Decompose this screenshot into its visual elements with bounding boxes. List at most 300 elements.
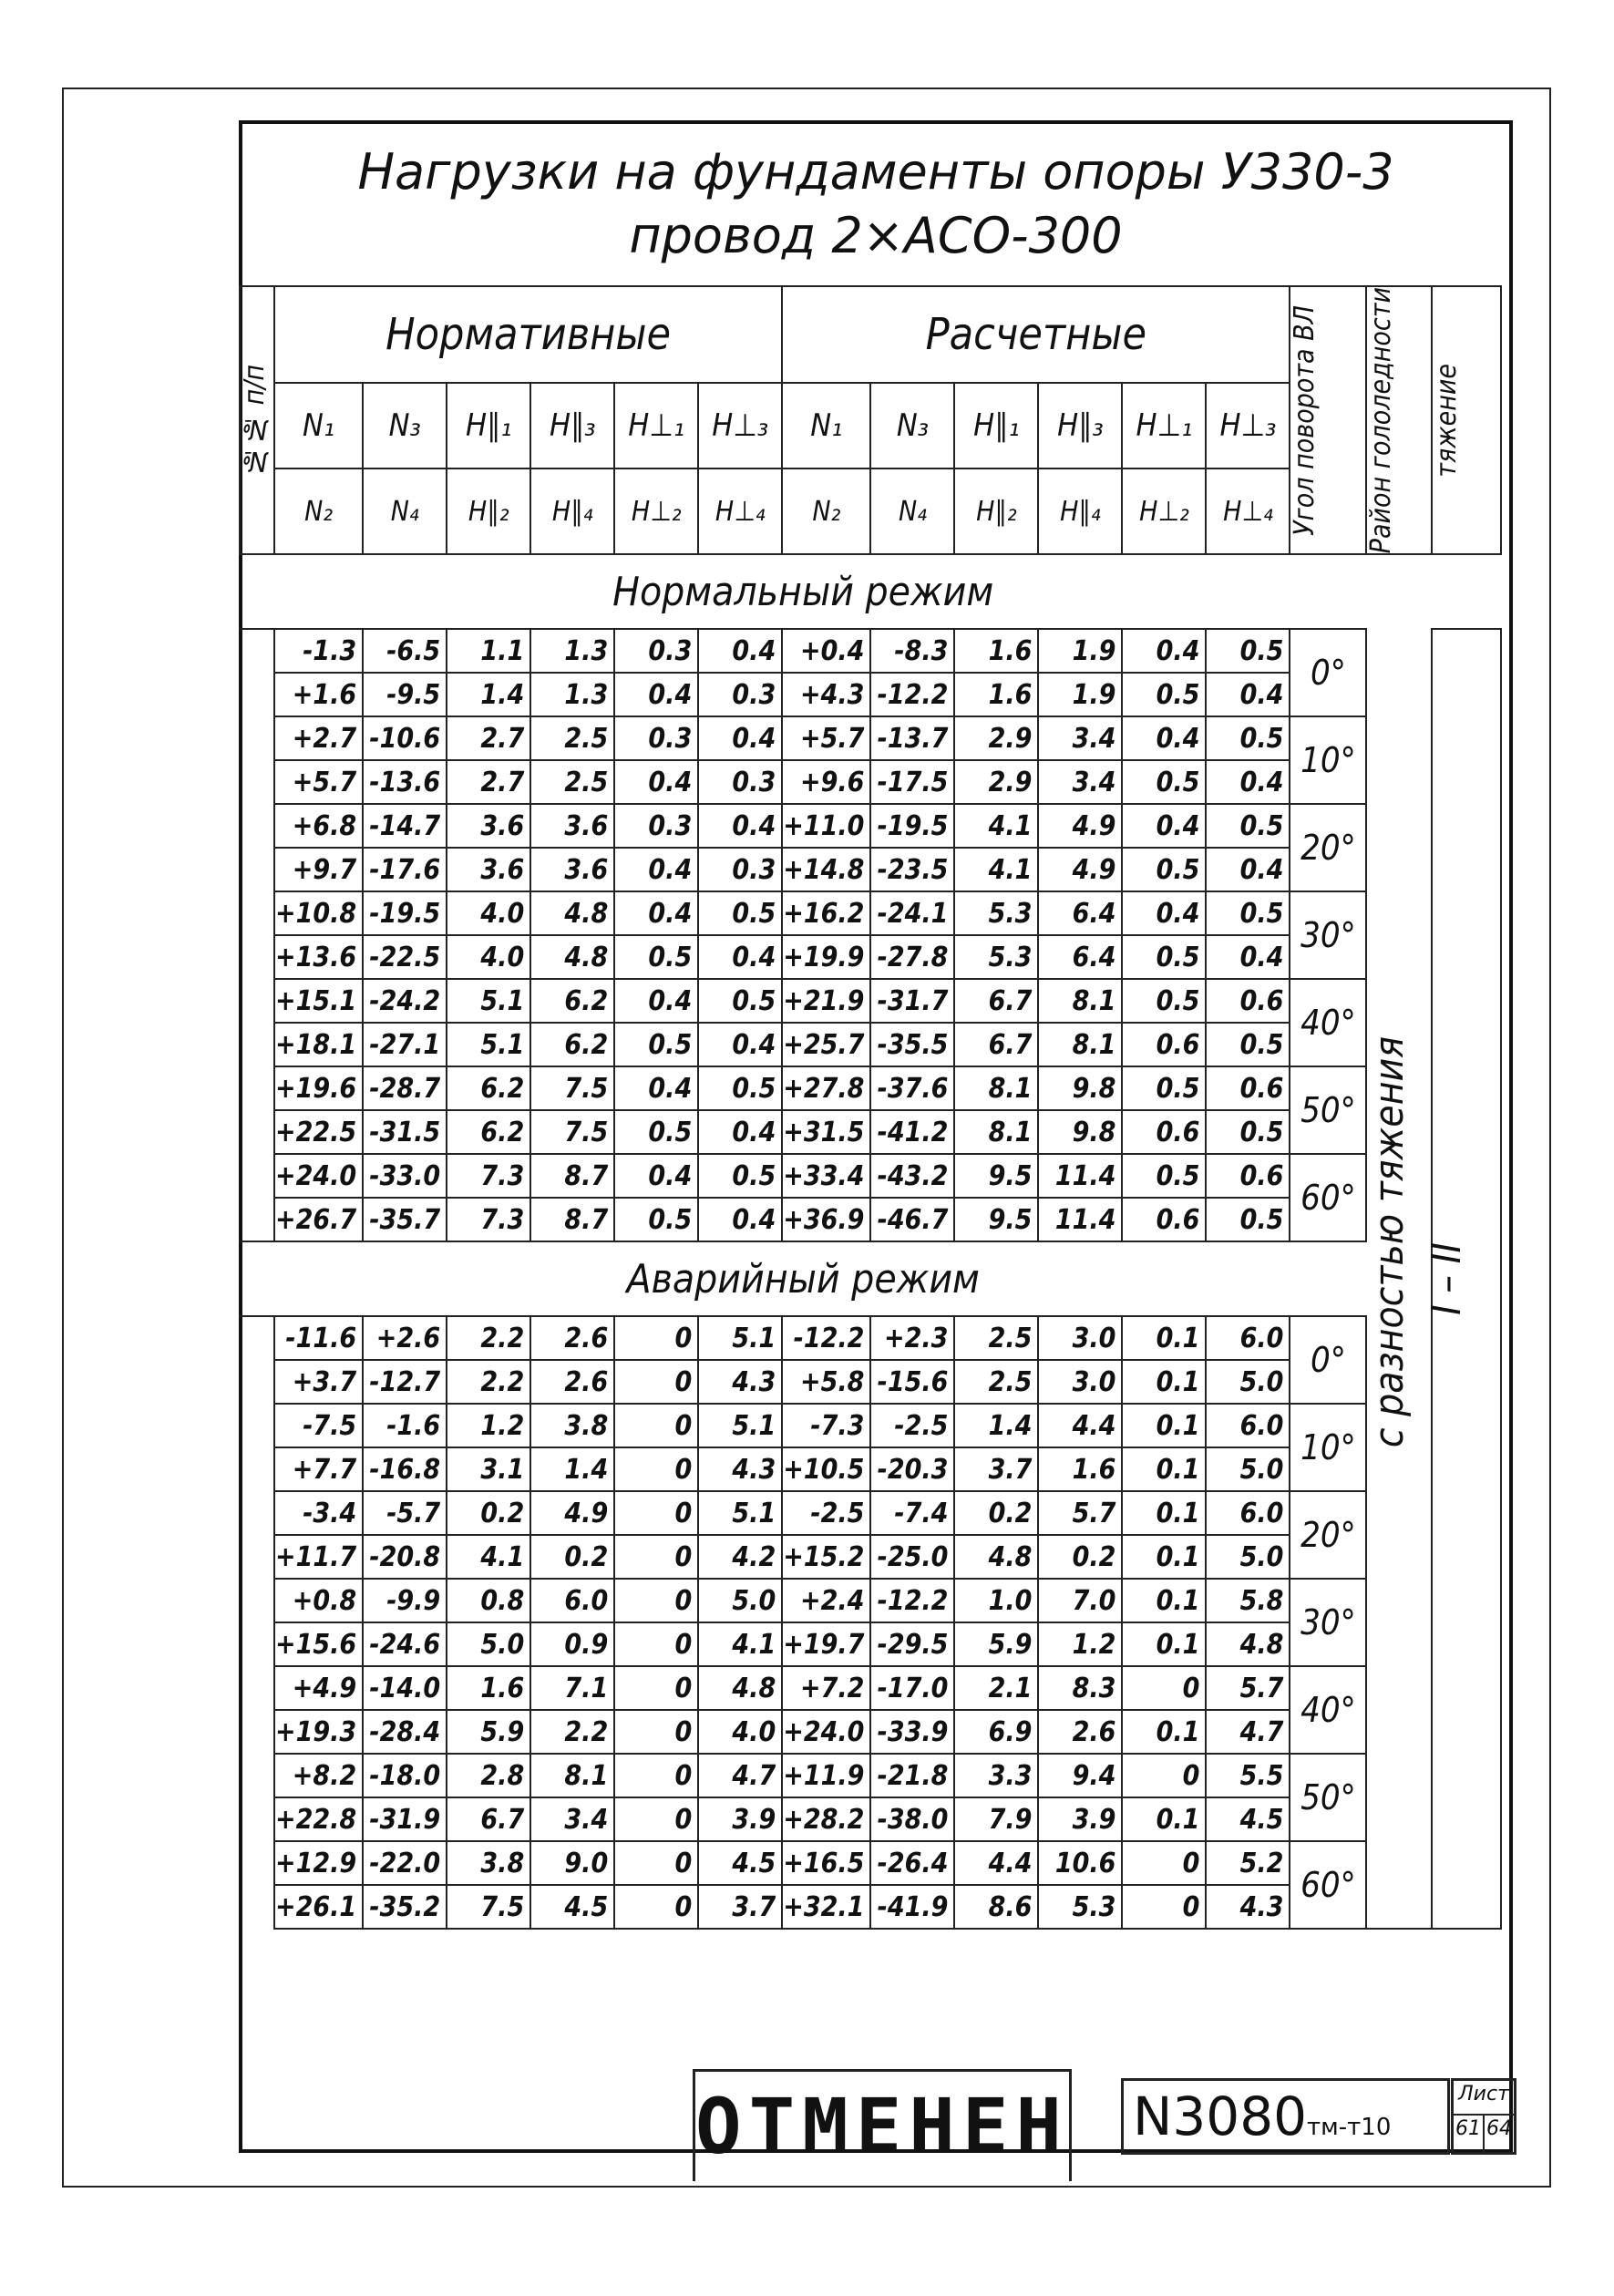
value-cell: 2.9 bbox=[954, 716, 1038, 760]
value-cell: -6.5 bbox=[363, 629, 447, 673]
document-title bbox=[239, 123, 1513, 285]
value-cell: 4.4 bbox=[1038, 1404, 1122, 1447]
value-cell: 0.6 bbox=[1122, 1110, 1206, 1154]
value-cell: 0.4 bbox=[1206, 935, 1290, 979]
value-cell: 6.0 bbox=[1206, 1316, 1290, 1360]
value-cell: -33.9 bbox=[870, 1710, 954, 1754]
value-cell: -22.0 bbox=[363, 1841, 447, 1885]
col-header-top: N₁ bbox=[274, 383, 363, 468]
value-cell: -31.9 bbox=[363, 1797, 447, 1841]
title-line-1: Нагрузки на фундаменты опоры У330-3 bbox=[357, 143, 1394, 201]
value-cell: 5.1 bbox=[698, 1491, 782, 1535]
value-cell: 2.5 bbox=[954, 1360, 1038, 1404]
value-cell: 0.2 bbox=[954, 1491, 1038, 1535]
value-cell: 4.8 bbox=[1206, 1622, 1290, 1666]
value-cell: -33.0 bbox=[363, 1154, 447, 1198]
value-cell: +11.0 bbox=[782, 804, 870, 848]
value-cell: 6.7 bbox=[447, 1797, 530, 1841]
value-cell: 0.5 bbox=[1206, 1023, 1290, 1066]
value-cell: -17.6 bbox=[363, 848, 447, 891]
value-cell: -27.1 bbox=[363, 1023, 447, 1066]
value-cell: 1.3 bbox=[530, 629, 614, 673]
value-cell: -28.7 bbox=[363, 1066, 447, 1110]
value-cell: 0.4 bbox=[614, 673, 698, 716]
col-header-bottom: H∥₂ bbox=[954, 468, 1038, 554]
value-cell: -20.3 bbox=[870, 1447, 954, 1491]
value-cell: 8.1 bbox=[530, 1754, 614, 1797]
col-header-top: H∥₃ bbox=[1038, 383, 1122, 468]
value-cell: 4.9 bbox=[530, 1491, 614, 1535]
value-cell: 7.5 bbox=[447, 1885, 530, 1929]
value-cell: -3.4 bbox=[274, 1491, 363, 1535]
value-cell: -13.6 bbox=[363, 760, 447, 804]
value-cell: 1.6 bbox=[1038, 1447, 1122, 1491]
value-cell: 1.4 bbox=[530, 1447, 614, 1491]
value-cell: 2.7 bbox=[447, 760, 530, 804]
value-cell: 2.5 bbox=[530, 760, 614, 804]
value-cell: 8.7 bbox=[530, 1154, 614, 1198]
value-cell: -15.6 bbox=[870, 1360, 954, 1404]
value-cell: 0.3 bbox=[614, 716, 698, 760]
value-cell: -14.0 bbox=[363, 1666, 447, 1710]
value-cell: -31.7 bbox=[870, 979, 954, 1023]
value-cell: -20.8 bbox=[363, 1535, 447, 1579]
value-cell: +25.7 bbox=[782, 1023, 870, 1066]
value-cell: 0.2 bbox=[1038, 1535, 1122, 1579]
table-row bbox=[240, 1579, 1501, 1622]
value-cell: 4.3 bbox=[1206, 1885, 1290, 1929]
value-cell: 0 bbox=[1122, 1885, 1206, 1929]
value-cell: -37.6 bbox=[870, 1066, 954, 1110]
value-cell: 7.5 bbox=[530, 1110, 614, 1154]
value-cell: 0.3 bbox=[698, 760, 782, 804]
value-cell: 0.1 bbox=[1122, 1447, 1206, 1491]
value-cell: -2.5 bbox=[782, 1491, 870, 1535]
table-row bbox=[240, 1666, 1501, 1710]
value-cell: 5.0 bbox=[1206, 1535, 1290, 1579]
value-cell: +0.8 bbox=[274, 1579, 363, 1622]
value-cell: 6.2 bbox=[530, 979, 614, 1023]
value-cell: +3.7 bbox=[274, 1360, 363, 1404]
value-cell: 3.6 bbox=[530, 804, 614, 848]
col-header-bottom: H⊥₂ bbox=[1122, 468, 1206, 554]
value-cell: -35.5 bbox=[870, 1023, 954, 1066]
value-cell: 0.2 bbox=[530, 1535, 614, 1579]
angle-cell: 50° bbox=[1290, 1754, 1366, 1841]
value-cell: 5.1 bbox=[447, 1023, 530, 1066]
value-cell: 0 bbox=[614, 1754, 698, 1797]
value-cell: 3.8 bbox=[530, 1404, 614, 1447]
value-cell: +36.9 bbox=[782, 1198, 870, 1241]
value-cell: 0 bbox=[614, 1622, 698, 1666]
region-cell bbox=[1424, 629, 1501, 1929]
value-cell: 0.5 bbox=[1122, 673, 1206, 716]
value-cell: -41.9 bbox=[870, 1885, 954, 1929]
loads-table bbox=[239, 285, 1502, 1930]
value-cell: 3.6 bbox=[447, 848, 530, 891]
value-cell: 4.8 bbox=[530, 935, 614, 979]
document-code: N3080тм-т10 bbox=[1121, 2078, 1450, 2155]
value-cell: 0.5 bbox=[1122, 848, 1206, 891]
value-cell: 0.5 bbox=[1122, 1154, 1206, 1198]
value-cell: 0.4 bbox=[1206, 760, 1290, 804]
col-header-bottom: N₂ bbox=[782, 468, 870, 554]
table-row bbox=[240, 629, 1501, 673]
value-cell: 0.1 bbox=[1122, 1535, 1206, 1579]
col-header-bottom: H⊥₄ bbox=[698, 468, 782, 554]
value-cell: -7.4 bbox=[870, 1491, 954, 1535]
col-header-top: H∥₁ bbox=[954, 383, 1038, 468]
value-cell: 0.4 bbox=[614, 1066, 698, 1110]
value-cell: 0 bbox=[614, 1447, 698, 1491]
value-cell: -29.5 bbox=[870, 1622, 954, 1666]
header-angle: Угол поворота ВЛ bbox=[1290, 286, 1366, 554]
value-cell: 8.1 bbox=[954, 1066, 1038, 1110]
header-design: Расчетные bbox=[782, 286, 1290, 383]
col-header-top: H⊥₃ bbox=[1206, 383, 1290, 468]
angle-cell: 20° bbox=[1290, 1491, 1366, 1579]
value-cell: 4.3 bbox=[698, 1447, 782, 1491]
value-cell: 1.4 bbox=[447, 673, 530, 716]
value-cell: 0.5 bbox=[1122, 979, 1206, 1023]
value-cell: 5.2 bbox=[1206, 1841, 1290, 1885]
col-header-bottom: N₂ bbox=[274, 468, 363, 554]
value-cell: 4.9 bbox=[1038, 848, 1122, 891]
value-cell: -19.5 bbox=[363, 891, 447, 935]
value-cell: 0.2 bbox=[447, 1491, 530, 1535]
value-cell: 0.1 bbox=[1122, 1491, 1206, 1535]
col-header-top: H∥₁ bbox=[447, 383, 530, 468]
value-cell: 5.7 bbox=[1206, 1666, 1290, 1710]
value-cell: 0.1 bbox=[1122, 1404, 1206, 1447]
tension-cell bbox=[1366, 554, 1432, 1929]
value-cell: 4.1 bbox=[447, 1535, 530, 1579]
value-cell: 9.8 bbox=[1038, 1066, 1122, 1110]
value-cell: 9.8 bbox=[1038, 1110, 1122, 1154]
value-cell: -35.2 bbox=[363, 1885, 447, 1929]
value-cell: 8.1 bbox=[954, 1110, 1038, 1154]
value-cell: 5.0 bbox=[1206, 1447, 1290, 1491]
value-cell: +9.6 bbox=[782, 760, 870, 804]
value-cell: 0.3 bbox=[614, 629, 698, 673]
value-cell: 0.1 bbox=[1122, 1316, 1206, 1360]
col-header-bottom: H∥₄ bbox=[530, 468, 614, 554]
value-cell: 4.0 bbox=[447, 935, 530, 979]
value-cell: -43.2 bbox=[870, 1154, 954, 1198]
value-cell: 5.3 bbox=[954, 891, 1038, 935]
value-cell: +27.8 bbox=[782, 1066, 870, 1110]
value-cell: 1.1 bbox=[447, 629, 530, 673]
table-row bbox=[240, 1404, 1501, 1447]
value-cell: 4.4 bbox=[954, 1841, 1038, 1885]
value-cell: 0.3 bbox=[698, 673, 782, 716]
value-cell: 4.5 bbox=[530, 1885, 614, 1929]
value-cell: +10.8 bbox=[274, 891, 363, 935]
value-cell: +19.9 bbox=[782, 935, 870, 979]
value-cell: 1.4 bbox=[954, 1404, 1038, 1447]
value-cell: 2.6 bbox=[530, 1360, 614, 1404]
col-header-top: H⊥₁ bbox=[1122, 383, 1206, 468]
value-cell: 6.2 bbox=[530, 1023, 614, 1066]
value-cell: 0.1 bbox=[1122, 1710, 1206, 1754]
value-cell: 0 bbox=[614, 1797, 698, 1841]
table-row bbox=[240, 1841, 1501, 1885]
value-cell: -38.0 bbox=[870, 1797, 954, 1841]
value-cell: 6.2 bbox=[447, 1066, 530, 1110]
value-cell: 0.6 bbox=[1122, 1023, 1206, 1066]
value-cell: 0.5 bbox=[698, 1066, 782, 1110]
value-cell: 7.0 bbox=[1038, 1579, 1122, 1622]
value-cell: 0.9 bbox=[530, 1622, 614, 1666]
title-line-2: провод 2×АСО-300 bbox=[629, 207, 1123, 264]
value-cell: 4.2 bbox=[698, 1535, 782, 1579]
value-cell: +31.5 bbox=[782, 1110, 870, 1154]
value-cell: 0 bbox=[1122, 1666, 1206, 1710]
value-cell: 3.4 bbox=[1038, 716, 1122, 760]
value-cell: -2.5 bbox=[870, 1404, 954, 1447]
value-cell: 2.8 bbox=[447, 1754, 530, 1797]
value-cell: 5.7 bbox=[1038, 1491, 1122, 1535]
table-row bbox=[240, 804, 1501, 848]
value-cell: 0.4 bbox=[1206, 673, 1290, 716]
col-header-bottom: H∥₄ bbox=[1038, 468, 1122, 554]
value-cell: +16.5 bbox=[782, 1841, 870, 1885]
value-cell: -46.7 bbox=[870, 1198, 954, 1241]
value-cell: 1.2 bbox=[1038, 1622, 1122, 1666]
value-cell: 3.7 bbox=[954, 1447, 1038, 1491]
value-cell: +2.7 bbox=[274, 716, 363, 760]
angle-cell: 0° bbox=[1290, 629, 1366, 716]
value-cell: 4.9 bbox=[1038, 804, 1122, 848]
value-cell: -26.4 bbox=[870, 1841, 954, 1885]
value-cell: 0 bbox=[614, 1710, 698, 1754]
value-cell: 3.0 bbox=[1038, 1360, 1122, 1404]
value-cell: 2.9 bbox=[954, 760, 1038, 804]
value-cell: 4.3 bbox=[698, 1360, 782, 1404]
value-cell: 2.2 bbox=[447, 1360, 530, 1404]
value-cell: -25.0 bbox=[870, 1535, 954, 1579]
header-num: №№ п/п bbox=[240, 286, 274, 554]
value-cell: 1.3 bbox=[530, 673, 614, 716]
value-cell: +26.7 bbox=[274, 1198, 363, 1241]
sheet-total: 64 bbox=[1486, 2117, 1512, 2140]
value-cell: 2.5 bbox=[954, 1316, 1038, 1360]
col-header-top: H⊥₃ bbox=[698, 383, 782, 468]
value-cell: 0.5 bbox=[1206, 891, 1290, 935]
value-cell: 0.4 bbox=[1206, 848, 1290, 891]
value-cell: 8.3 bbox=[1038, 1666, 1122, 1710]
value-cell: 9.4 bbox=[1038, 1754, 1122, 1797]
table-row bbox=[240, 891, 1501, 935]
value-cell: 11.4 bbox=[1038, 1154, 1122, 1198]
value-cell: 0 bbox=[614, 1491, 698, 1535]
value-cell: +33.4 bbox=[782, 1154, 870, 1198]
value-cell: -11.6 bbox=[274, 1316, 363, 1360]
sheet-number: 61 bbox=[1455, 2117, 1481, 2140]
value-cell: -12.2 bbox=[870, 1579, 954, 1622]
value-cell: 4.5 bbox=[1206, 1797, 1290, 1841]
value-cell: 0.4 bbox=[614, 848, 698, 891]
value-cell: -41.2 bbox=[870, 1110, 954, 1154]
col-header-top: H∥₃ bbox=[530, 383, 614, 468]
angle-cell: 20° bbox=[1290, 804, 1366, 891]
value-cell: 4.8 bbox=[954, 1535, 1038, 1579]
value-cell: +10.5 bbox=[782, 1447, 870, 1491]
value-cell: 0.6 bbox=[1206, 1154, 1290, 1198]
value-cell: 0.4 bbox=[698, 1198, 782, 1241]
value-cell: 7.3 bbox=[447, 1154, 530, 1198]
value-cell: 4.1 bbox=[954, 848, 1038, 891]
col-header-bottom: H⊥₄ bbox=[1206, 468, 1290, 554]
table-row bbox=[240, 1316, 1501, 1360]
value-cell: +22.8 bbox=[274, 1797, 363, 1841]
value-cell: -18.0 bbox=[363, 1754, 447, 1797]
value-cell: 2.2 bbox=[530, 1710, 614, 1754]
value-cell: -35.7 bbox=[363, 1198, 447, 1241]
value-cell: 0.4 bbox=[698, 935, 782, 979]
value-cell: 0 bbox=[614, 1885, 698, 1929]
value-cell: 0 bbox=[614, 1316, 698, 1360]
region-value: I – II bbox=[1424, 1242, 1471, 1316]
value-cell: 0.4 bbox=[614, 979, 698, 1023]
value-cell: 5.9 bbox=[954, 1622, 1038, 1666]
angle-cell: 0° bbox=[1290, 1316, 1366, 1404]
value-cell: 1.0 bbox=[954, 1579, 1038, 1622]
value-cell: 7.1 bbox=[530, 1666, 614, 1710]
value-cell: +19.7 bbox=[782, 1622, 870, 1666]
value-cell: 6.7 bbox=[954, 979, 1038, 1023]
value-cell: 0 bbox=[614, 1404, 698, 1447]
value-cell: 4.8 bbox=[698, 1666, 782, 1710]
value-cell: 0.4 bbox=[1122, 629, 1206, 673]
value-cell: 0.4 bbox=[698, 716, 782, 760]
col-header-top: N₃ bbox=[363, 383, 447, 468]
value-cell: 3.4 bbox=[1038, 760, 1122, 804]
value-cell: +13.6 bbox=[274, 935, 363, 979]
value-cell: -8.3 bbox=[870, 629, 954, 673]
value-cell: 0 bbox=[614, 1535, 698, 1579]
value-cell: -12.2 bbox=[870, 673, 954, 716]
value-cell: 5.0 bbox=[698, 1579, 782, 1622]
value-cell: 4.7 bbox=[698, 1754, 782, 1797]
value-cell: 5.8 bbox=[1206, 1579, 1290, 1622]
value-cell: 0.4 bbox=[698, 1110, 782, 1154]
value-cell: 3.3 bbox=[954, 1754, 1038, 1797]
value-cell: 0.4 bbox=[1122, 891, 1206, 935]
value-cell: 0.4 bbox=[1122, 804, 1206, 848]
value-cell: 0.5 bbox=[614, 935, 698, 979]
value-cell: +2.3 bbox=[870, 1316, 954, 1360]
angle-cell: 30° bbox=[1290, 1579, 1366, 1666]
value-cell: 0.5 bbox=[698, 979, 782, 1023]
value-cell: +19.3 bbox=[274, 1710, 363, 1754]
value-cell: 5.1 bbox=[447, 979, 530, 1023]
value-cell: 6.7 bbox=[954, 1023, 1038, 1066]
value-cell: +7.7 bbox=[274, 1447, 363, 1491]
value-cell: 0 bbox=[1122, 1841, 1206, 1885]
value-cell: -9.9 bbox=[363, 1579, 447, 1622]
value-cell: -24.1 bbox=[870, 891, 954, 935]
value-cell: -1.3 bbox=[274, 629, 363, 673]
value-cell: +4.9 bbox=[274, 1666, 363, 1710]
value-cell: -27.8 bbox=[870, 935, 954, 979]
value-cell: 0.5 bbox=[1122, 760, 1206, 804]
value-cell: 2.5 bbox=[530, 716, 614, 760]
value-cell: 0.5 bbox=[698, 891, 782, 935]
value-cell: +26.1 bbox=[274, 1885, 363, 1929]
value-cell: -24.2 bbox=[363, 979, 447, 1023]
col-header-bottom: N₄ bbox=[363, 468, 447, 554]
value-cell: 5.1 bbox=[698, 1316, 782, 1360]
value-cell: +21.9 bbox=[782, 979, 870, 1023]
value-cell: 0.4 bbox=[614, 760, 698, 804]
value-cell: 0.6 bbox=[1206, 979, 1290, 1023]
value-cell: 6.0 bbox=[1206, 1491, 1290, 1535]
table-row bbox=[240, 1154, 1501, 1198]
value-cell: 2.7 bbox=[447, 716, 530, 760]
mode-title: Аварийный режим bbox=[240, 1241, 1366, 1316]
sheet-number-box bbox=[1451, 2078, 1516, 2155]
value-cell: +15.2 bbox=[782, 1535, 870, 1579]
value-cell: 0.5 bbox=[1122, 1066, 1206, 1110]
value-cell: 0.5 bbox=[1206, 629, 1290, 673]
value-cell: +15.6 bbox=[274, 1622, 363, 1666]
value-cell: 0.5 bbox=[614, 1198, 698, 1241]
document-code-suffix: тм-т10 bbox=[1307, 2114, 1392, 2141]
table-row bbox=[240, 1066, 1501, 1110]
value-cell: -12.2 bbox=[782, 1316, 870, 1360]
value-cell: 6.2 bbox=[447, 1110, 530, 1154]
value-cell: 1.2 bbox=[447, 1404, 530, 1447]
value-cell: 3.1 bbox=[447, 1447, 530, 1491]
value-cell: +0.4 bbox=[782, 629, 870, 673]
value-cell: -24.6 bbox=[363, 1622, 447, 1666]
value-cell: 4.7 bbox=[1206, 1710, 1290, 1754]
angle-cell: 30° bbox=[1290, 891, 1366, 979]
angle-cell: 40° bbox=[1290, 1666, 1366, 1754]
value-cell: +11.7 bbox=[274, 1535, 363, 1579]
header-tension: тяжение bbox=[1432, 286, 1501, 554]
value-cell: +5.7 bbox=[782, 716, 870, 760]
value-cell: +15.1 bbox=[274, 979, 363, 1023]
value-cell: +24.0 bbox=[782, 1710, 870, 1754]
value-cell: +5.7 bbox=[274, 760, 363, 804]
value-cell: +24.0 bbox=[274, 1154, 363, 1198]
col-header-bottom: H⊥₂ bbox=[614, 468, 698, 554]
value-cell: +16.2 bbox=[782, 891, 870, 935]
value-cell: +5.8 bbox=[782, 1360, 870, 1404]
value-cell: +1.6 bbox=[274, 673, 363, 716]
value-cell: 1.6 bbox=[954, 673, 1038, 716]
value-cell: 0.1 bbox=[1122, 1579, 1206, 1622]
value-cell: 1.9 bbox=[1038, 629, 1122, 673]
value-cell: 0.3 bbox=[698, 848, 782, 891]
value-cell: -9.5 bbox=[363, 673, 447, 716]
value-cell: 4.1 bbox=[954, 804, 1038, 848]
angle-cell: 50° bbox=[1290, 1066, 1366, 1154]
table-row bbox=[240, 1754, 1501, 1797]
value-cell: +12.9 bbox=[274, 1841, 363, 1885]
value-cell: -23.5 bbox=[870, 848, 954, 891]
value-cell: +22.5 bbox=[274, 1110, 363, 1154]
value-cell: 5.3 bbox=[1038, 1885, 1122, 1929]
value-cell: 0 bbox=[614, 1360, 698, 1404]
value-cell: 10.6 bbox=[1038, 1841, 1122, 1885]
value-cell: +8.2 bbox=[274, 1754, 363, 1797]
value-cell: +2.6 bbox=[363, 1316, 447, 1360]
value-cell: 9.5 bbox=[954, 1198, 1038, 1241]
value-cell: 4.1 bbox=[698, 1622, 782, 1666]
